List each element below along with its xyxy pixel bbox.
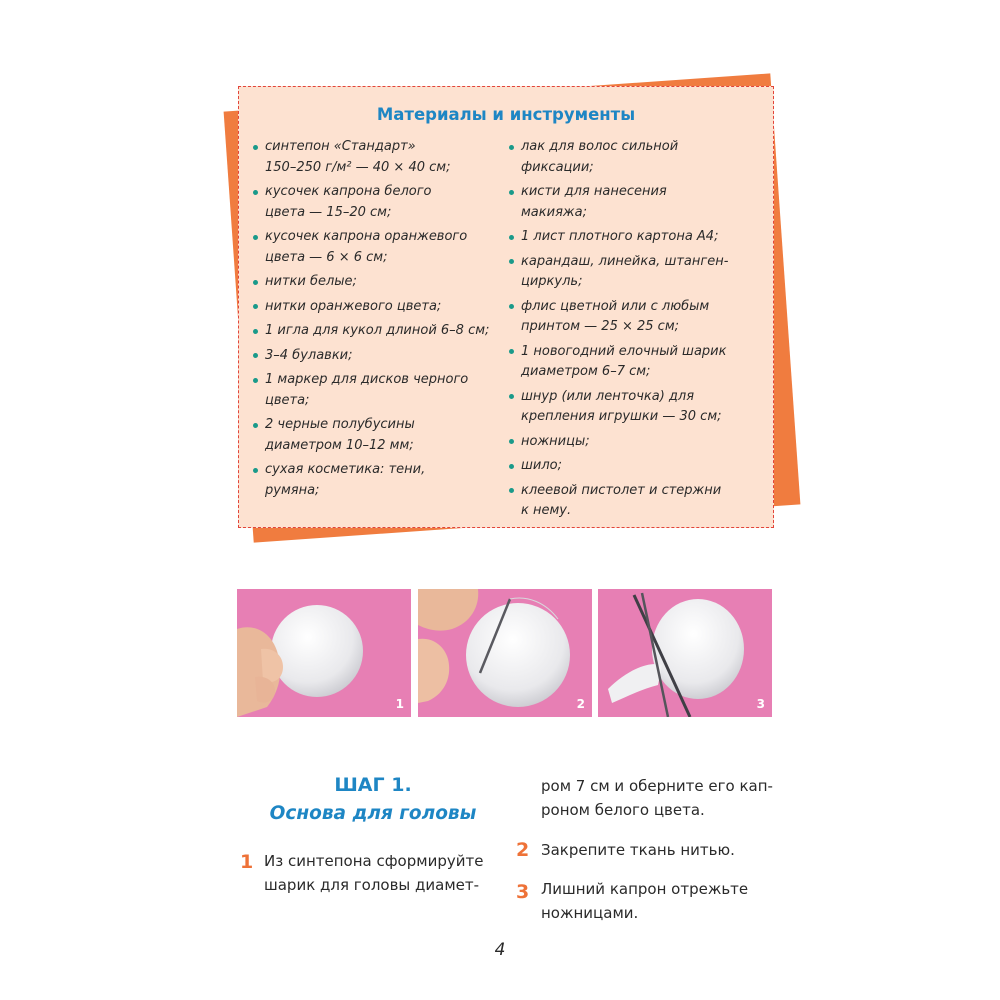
bullet-dot-icon (509, 464, 514, 469)
material-item (509, 456, 767, 477)
material-item-line: 2 черные полубусины (265, 417, 415, 432)
bullet-dot-icon (253, 423, 258, 428)
photo-number: 1 (395, 697, 404, 711)
step-number-3: 3 (516, 881, 530, 903)
material-item-line: диаметром 6–7 см; (521, 364, 651, 379)
material-item-line: синтепон «Стандарт» (265, 139, 416, 154)
materials-right-column (509, 137, 767, 526)
step-1-line-1: Из синтепона сформируйте (264, 852, 484, 870)
material-item-line: нитки оранжевого цвета; (265, 298, 442, 314)
bullet-dot-icon (253, 190, 258, 195)
bullet-dot-icon (253, 304, 258, 309)
bullet-dot-icon (509, 259, 514, 264)
material-item (253, 297, 509, 318)
bullet-dot-icon (253, 235, 258, 240)
material-item (509, 342, 767, 383)
material-item (509, 481, 767, 522)
material-item-line: флис цветной или с любым (521, 298, 710, 314)
material-item-line: клеевой пистолет и стержни (521, 482, 722, 498)
materials-title: Материалы и инструменты (376, 105, 636, 124)
step-title: ШАГ 1. (334, 774, 412, 796)
bullet-dot-icon (509, 439, 514, 444)
material-item-line: кисти для нанесения (521, 184, 667, 199)
step-3-line-2: ножницами. (541, 904, 639, 922)
step-1-text (264, 849, 483, 897)
bullet-dot-icon (509, 145, 514, 150)
material-item-line: 1 маркер для дисков черного (265, 372, 469, 387)
step-1-cont-line-2: роном белого цвета. (541, 801, 705, 819)
material-item-line: шнур (или ленточка) для (521, 388, 695, 404)
bullet-dot-icon (509, 190, 514, 195)
material-item-line: цвета — 15–20 см; (265, 204, 392, 220)
material-item (509, 137, 767, 178)
material-item-line: цвета — 6 × 6 см; (265, 249, 388, 265)
step-2-text: Закрепите ткань нитью. (541, 841, 735, 859)
material-item-line: фиксации; (521, 159, 594, 175)
material-item-line: цвета; (265, 392, 310, 408)
material-item (253, 370, 509, 411)
materials-card (238, 86, 774, 528)
bullet-dot-icon (253, 353, 258, 358)
material-item (253, 346, 509, 367)
material-item (509, 227, 767, 248)
material-item-line: шило; (521, 458, 562, 473)
material-item-line: принтом — 25 × 25 см; (521, 319, 680, 334)
material-item-line: 150–250 г/м² — 40 × 40 см; (265, 159, 451, 175)
page-number: 4 (494, 940, 506, 960)
step-photo-1 (237, 589, 411, 717)
material-item-line: кусочек капрона белого (265, 184, 432, 199)
step-3-text (541, 877, 748, 925)
bullet-dot-icon (509, 304, 514, 309)
material-item (253, 227, 509, 268)
bullet-dot-icon (253, 280, 258, 285)
bullet-dot-icon (509, 349, 514, 354)
step-photo-2 (418, 589, 592, 717)
bullet-dot-icon (253, 378, 258, 383)
material-item-line: крепления игрушки — 30 см; (521, 409, 722, 424)
material-item-line: лак для волос сильной (521, 139, 679, 154)
material-item-line: 1 лист плотного картона А4; (521, 229, 719, 244)
step-photo-3 (598, 589, 772, 717)
material-item-line: 1 новогодний елочный шарик (521, 343, 727, 359)
material-item (509, 432, 767, 453)
material-item-line: циркуль; (521, 274, 583, 289)
bullet-dot-icon (253, 145, 258, 150)
photo-2-illustration (418, 589, 592, 717)
bullet-dot-icon (509, 235, 514, 240)
material-item (509, 252, 767, 293)
step-1-line-2: шарик для головы диамет- (264, 876, 480, 894)
material-item (253, 272, 509, 293)
material-item-line: карандаш, линейка, штанген- (521, 253, 729, 269)
material-item (509, 387, 767, 428)
step-number-1: 1 (240, 851, 254, 873)
material-item-line: диаметром 10–12 мм; (265, 437, 414, 453)
bullet-dot-icon (253, 329, 258, 334)
step-subtitle: Основа для головы (269, 803, 477, 824)
material-item (509, 297, 767, 338)
material-item-line: румяна; (265, 482, 320, 498)
material-item-line: к нему. (521, 503, 572, 518)
material-item-line: 1 игла для кукол длиной 6–8 см; (265, 323, 490, 338)
material-item (253, 182, 509, 223)
material-item (253, 460, 509, 501)
material-item-line: кусочек капрона оранжевого (265, 229, 468, 244)
material-item-line: макияжа; (521, 204, 587, 220)
photo-1-illustration (237, 589, 411, 717)
photo-number: 2 (576, 697, 585, 711)
step-1-continuation (541, 774, 773, 822)
material-item-line: сухая косметика: тени, (265, 462, 426, 477)
step-number-2: 2 (516, 839, 530, 861)
bullet-dot-icon (253, 468, 258, 473)
material-item-line: 3–4 булавки; (265, 347, 353, 363)
step-3-line-1: Лишний капрон отрежьте (541, 880, 749, 898)
material-item (253, 321, 509, 342)
material-item-line: нитки белые; (265, 274, 357, 289)
material-item (253, 137, 509, 178)
photo-3-illustration (598, 589, 772, 717)
photo-number: 3 (756, 697, 765, 711)
bullet-dot-icon (509, 488, 514, 493)
material-item-line: ножницы; (521, 433, 590, 449)
material-item (253, 415, 509, 456)
bullet-dot-icon (509, 394, 514, 399)
material-item (509, 182, 767, 223)
materials-left-column (253, 137, 509, 505)
step-1-cont-line-1: ром 7 см и оберните его кап- (541, 777, 773, 795)
